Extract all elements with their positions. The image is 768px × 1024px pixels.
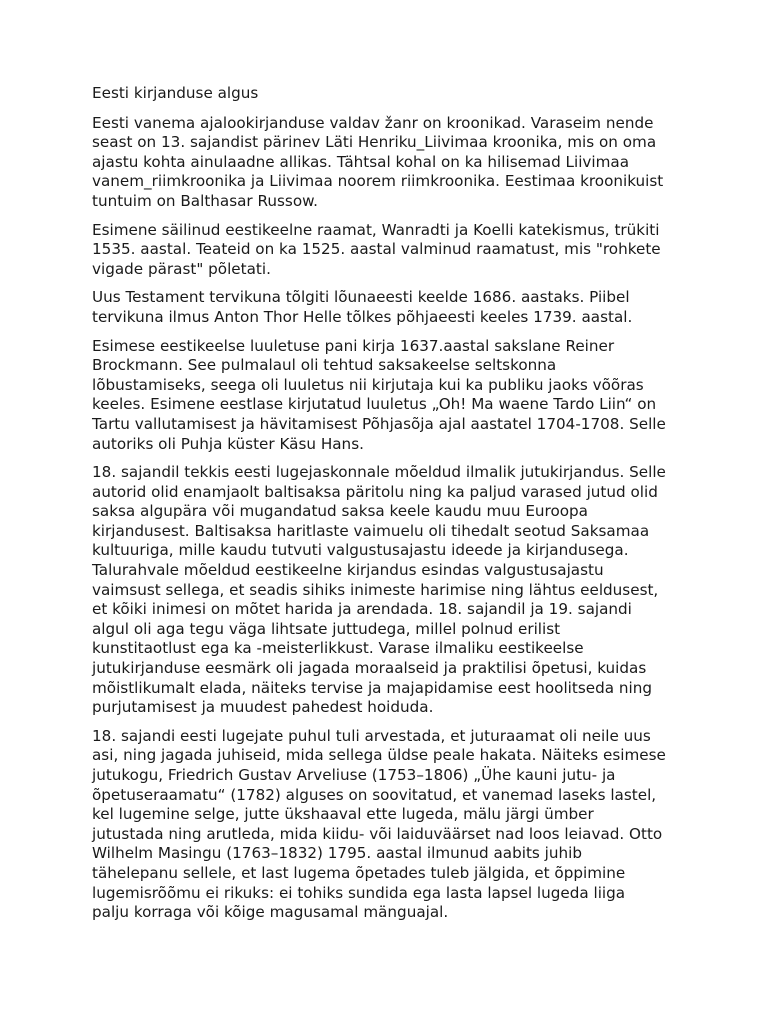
document-page	[92, 84, 678, 932]
paragraph-bible: Uus Testament tervikuna tõlgiti lõunaeesti keelde 1686. aastaks. Piibel tervikuna ilmus Anton Thor Helle tõlkes põhjaeesti keeles 1739. aastal.	[92, 288, 633, 326]
paragraph-chronicles: Eesti vanema ajalookirjanduse valdav žanr on kroonikad. Varaseim nende seast on 13. sajandist pärinev Läti Henriku_Liivimaa kroonika, mis on oma ajastu kohta ainulaadne allikas. Tähtsal kohal on ka hilisemad Liivimaa vanem_riimkroonika ja Liivimaa noorem riimkroonika. Eestimaa kroonikuist tuntuim on Balthasar Russow.	[92, 113, 664, 210]
paragraph-first-poem: Esimese eestikeelse luuletuse pani kirja 1637.aastal sakslane Reiner Brockmann. See pulmalaul oli tehtud saksakeelse seltskonna lõbustamiseks, seega oli luuletus nii kirjutaja kui ka publiku jaoks võõras keeles. Esimene eestlase kirjutatud luuletus „Oh! Ma waene Tardo Liin“ on Tartu vallutamisest ja hävitamisest Põhjasõja ajal aastatel 1704-1708. Selle autoriks oli Puhja küster Käsu Hans.	[92, 336, 666, 453]
paragraph-readers: 18. sajandi eesti lugejate puhul tuli arvestada, et juturaamat oli neile uus asi, ning jagada juhiseid, mida sellega üldse peale hakata. Näiteks esimese jutukogu, Friedrich Gustav Arveliuse (1753–1806) „Ühe kauni jutu- ja õpetuseraamatu“ (1782) alguses on soovitatud, et vanemad laseks lastel, kel lugemine selge, jutte ükshaaval ette lugeda, mälu järgi ümber jutustada ning arutleda, mida kiidu- või laiduväärset nad loos leiavad. Otto Wilhelm Masingu (1763–1832) 1795. aastal ilmunud aabits juhib tähelepanu sellele, et last lugema õpetades tuleb jälgida, et õppimine lugemisrõõmu ei rikuks: ei tohiks sundida ega lasta lapsel lugeda liiga palju korraga või kõige magusamal mänguajal.	[92, 726, 666, 922]
document-title: Eesti kirjanduse algus	[92, 84, 259, 102]
paragraph-first-book: Esimene säilinud eestikeelne raamat, Wanradti ja Koelli katekismus, trükiti 1535. aastal. Teateid on ka 1525. aastal valminud raamatust, mis "rohkete vigade pärast" põletati.	[92, 220, 661, 278]
paragraph-secular-fiction: 18. sajandil tekkis eesti lugejaskonnale mõeldud ilmalik jutukirjandus. Selle autorid olid enamjaolt baltisaksa päritolu ning ka paljud varased jutud olid saksa algupära või mugandatud saksa keele kaudu muu Euroopa kirjandusest. Baltisaksa haritlaste vaimuelu oli tihedalt seotud Saksamaa kultuuriga, mille kaudu tutvuti valgustusajastu ideede ja kirjandusega. Talurahvale mõeldud eestikeelne kirjandus esindas valgustusajastu vaimsust sellega, et seadis sihiks inimeste harimise ning lähtus eeldusest, et kõiki inimesi on mõtet harida ja arendada. 18. sajandil ja 19. sajandi algul oli aga tegu väga lihtsate juttudega, millel polnud erilist kunstitaotlust ega ka -meisterlikkust. Varase ilmaliku eestikeelse jutukirjanduse eesmärk oli jagada moraalseid ja praktilisi õpetusi, kuidas mõistlikumalt elada, näiteks tervise ja majapidamise eest hoolitseda ning purjutamisest ja muudest pahedest hoiduda.	[92, 463, 666, 717]
